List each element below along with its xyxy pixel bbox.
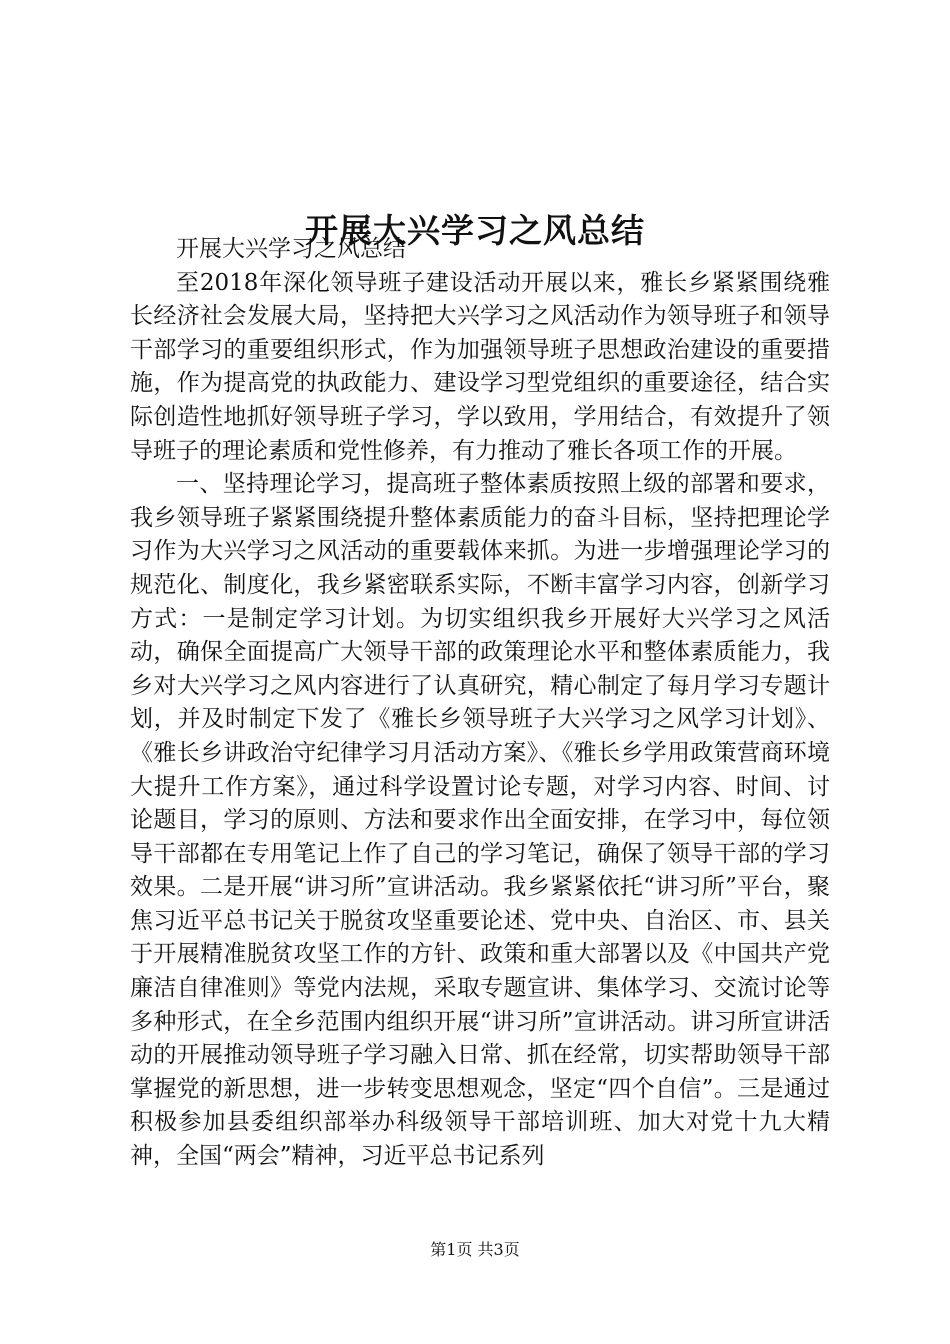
document-title: 开展大兴学习之风总结 xyxy=(305,211,645,251)
paragraph-intro: 至2018年深化领导班子建设活动开展以来，雅长乡紧紧围绕雅长经济社会发展大局，坚持把大兴学习之风活动作为领导班子和领导干部学习的重要组织形式，作为加强领导班子思想政治建设的重要措施，作为提高党的执政能力、建设学习型党组织的重要途径，结合实际创造性地抓好领导班子学习，学以致用，学用结合，有效提升了领导班子的理论素质和党性修养，有力推动了雅长各项工作的开展。 xyxy=(130,269,830,464)
page-number-footer: 第1页 共3页 xyxy=(430,1240,520,1259)
paragraph-section-one: 一、坚持理论学习，提高班子整体素质按照上级的部署和要求，我乡领导班子紧紧围绕提升整体素质能力的奋斗目标，坚持把理论学习作为大兴学习之风活动的重要载体来抓。为进一步增强理论学习的规范化、制度化，我乡紧密联系实际，不断丰富学习内容，创新学习方式：一是制定学习计划。为切实组织我乡开展好大兴学习之风活动，确保全面提高广大领导干部的政策理论水平和整体素质能力，我乡对大兴学习之风内容进行了认真研究，精心制定了每月学习专题计划，并及时制定下发了《雅长乡领导班子大兴学习之风学习计划》、《雅长乡讲政治守纪律学习月活动方案》、《雅长乡学用政策营商环境大提升工作方案》，通过科学设置讨论专题，对学习内容、时间、讨论题目，学习的原则、方法和要求作出全面安排，在学习中，每位领导干部都在专用笔记上作了自己的学习笔记，确保了领导干部的学习效果。二是开展“讲习所”宣讲活动。我乡紧紧依托“讲习所”平台，聚焦习近平总书记关于脱贫攻坚重要论述、党中央、自治区、市、县关于开展精准脱贫攻坚工作的方针、政策和重大部署以及《中国共产党廉洁自律准则》等党内法规，采取专题宣讲、集体学习、交流讨论等多种形式，在全乡范围内组织开展“讲习所”宣讲活动。讲习所宣讲活动的开展推动领导班子学习融入日常、抓在经常，切实帮助领导干部掌握党的新思想，进一步转变思想观念，坚定“四个自信”。三是通过积极参加县委组织部举办科级领导干部培训班、加大对党十九大精神，全国“两会”精神，习近平总书记系列 xyxy=(130,471,830,1170)
document-body xyxy=(130,233,830,1174)
paragraph-subtitle: 开展大兴学习之风总结 xyxy=(176,236,406,262)
